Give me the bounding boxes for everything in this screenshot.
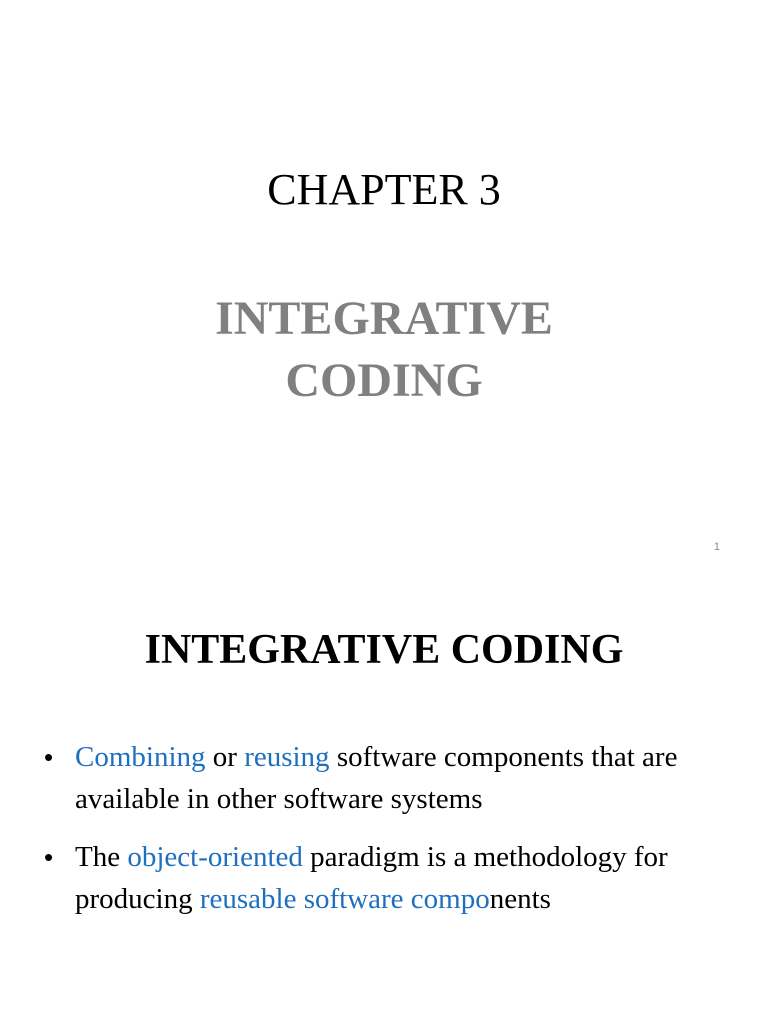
bullet-text: software components that are available in other software systems bbox=[75, 741, 678, 815]
bullet-text: nents bbox=[489, 883, 551, 915]
bullet-text: paradigm is a methodology for producing bbox=[75, 841, 668, 915]
highlight-term: Combining bbox=[75, 741, 206, 773]
bullet-text: or bbox=[205, 741, 245, 773]
chapter-subtitle-line-1: INTEGRATIVE bbox=[215, 292, 553, 345]
highlight-term: object-oriented bbox=[127, 841, 303, 873]
bullet-list bbox=[44, 736, 744, 936]
chapter-heading: CHAPTER 3 bbox=[267, 165, 501, 214]
bullet-item bbox=[44, 736, 744, 820]
highlight-term: reusable software compo bbox=[199, 883, 490, 915]
highlight-term: reusing bbox=[244, 741, 330, 773]
slide-title: INTEGRATIVE CODING bbox=[144, 627, 624, 673]
slide-page-number: 1 bbox=[713, 541, 720, 553]
chapter-subtitle bbox=[0, 288, 768, 412]
chapter-subtitle-line-2: CODING bbox=[285, 354, 483, 407]
bullet-item bbox=[44, 836, 744, 920]
content-slide bbox=[0, 576, 768, 1024]
bullet-dot-icon: • bbox=[44, 742, 54, 772]
bullet-dot-icon: • bbox=[44, 842, 54, 872]
bullet-text: The bbox=[75, 841, 128, 873]
